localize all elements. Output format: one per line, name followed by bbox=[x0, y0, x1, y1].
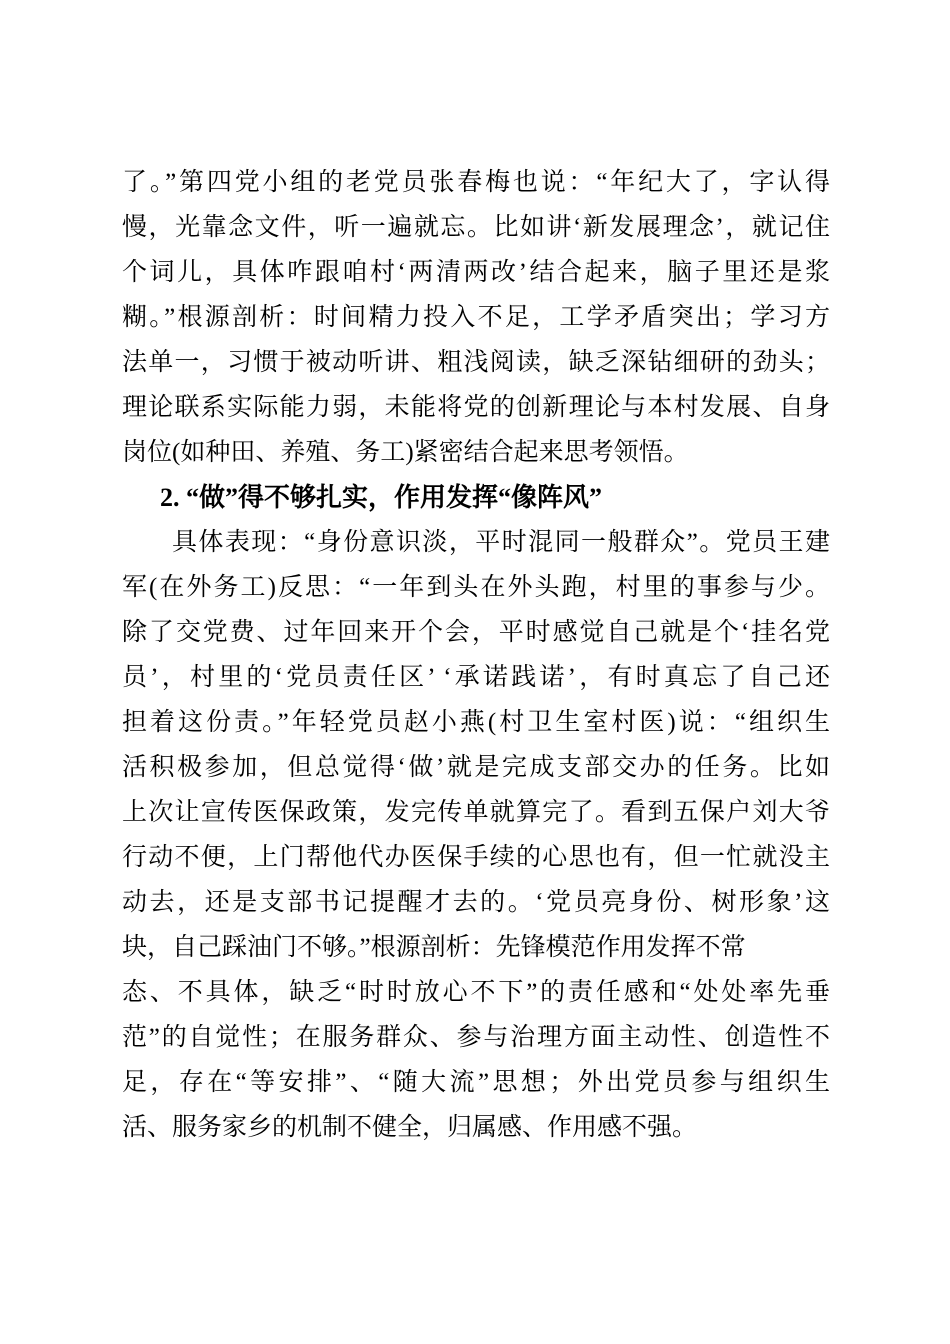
paragraph-line: 活、服务家乡的机制不健全，归属感、作用感不强。 bbox=[122, 1114, 698, 1141]
paragraph-line: 慢，光靠念文件，听一遍就忘。比如讲‘新发展理念’，就记住 bbox=[122, 214, 830, 241]
paragraph-line: 担着这份责。”年轻党员赵小燕(村卫生室村医)说：“组织生 bbox=[122, 709, 830, 736]
paragraph-line: 了。”第四党小组的老党员张春梅也说：“年纪大了，字认得 bbox=[122, 169, 830, 196]
paragraph-line: 活积极参加，但总觉得‘做’就是完成支部交办的任务。比如 bbox=[122, 754, 830, 781]
text-block bbox=[122, 160, 830, 1150]
paragraph-line: 上次让宣传医保政策，发完传单就算完了。看到五保户刘大爷 bbox=[122, 799, 830, 826]
paragraph-line: 法单一，习惯于被动听讲、粗浅阅读，缺乏深钻细研的劲头； bbox=[122, 349, 830, 376]
section-heading: 2. “做”得不够扎实，作用发挥“像阵风” bbox=[160, 483, 603, 512]
paragraph-line: 理论联系实际能力弱，未能将党的创新理论与本村发展、自身 bbox=[122, 394, 830, 421]
paragraph-line: 军(在外务工)反思：“一年到头在外头跑，村里的事参与少。 bbox=[122, 574, 830, 601]
paragraph-line: 个词儿，具体咋跟咱村‘两清两改’结合起来，脑子里还是浆 bbox=[122, 259, 830, 286]
paragraph-line: 糊。”根源剖析：时间精力投入不足，工学矛盾突出；学习方 bbox=[122, 304, 830, 331]
paragraph-line: 态、不具体，缺乏“时时放心不下”的责任感和“处处率先垂 bbox=[122, 979, 830, 1006]
paragraph-line: 岗位(如种田、养殖、务工)紧密结合起来思考领悟。 bbox=[122, 439, 689, 466]
paragraph-line: 行动不便，上门帮他代办医保手续的心思也有，但一忙就没主 bbox=[122, 844, 830, 871]
paragraph-line: 块，自己踩油门不够。”根源剖析：先锋模范作用发挥不常 bbox=[122, 934, 746, 961]
paragraph-line: 具体表现：“身份意识淡，平时混同一般群众”。党员王建 bbox=[172, 529, 830, 556]
paragraph-line: 员’，村里的‘党员责任区’ ‘承诺践诺’，有时真忘了自己还 bbox=[122, 664, 830, 691]
paragraph-line: 动去，还是支部书记提醒才去的。‘党员亮身份、树形象’这 bbox=[122, 889, 830, 916]
paragraph-line: 足，存在“等安排”、“随大流”思想；外出党员参与组织生 bbox=[122, 1069, 830, 1096]
paragraph-line: 除了交党费、过年回来开个会，平时感觉自己就是个‘挂名党 bbox=[122, 619, 830, 646]
paragraph-line: 范”的自觉性；在服务群众、参与治理方面主动性、创造性不 bbox=[122, 1024, 830, 1051]
